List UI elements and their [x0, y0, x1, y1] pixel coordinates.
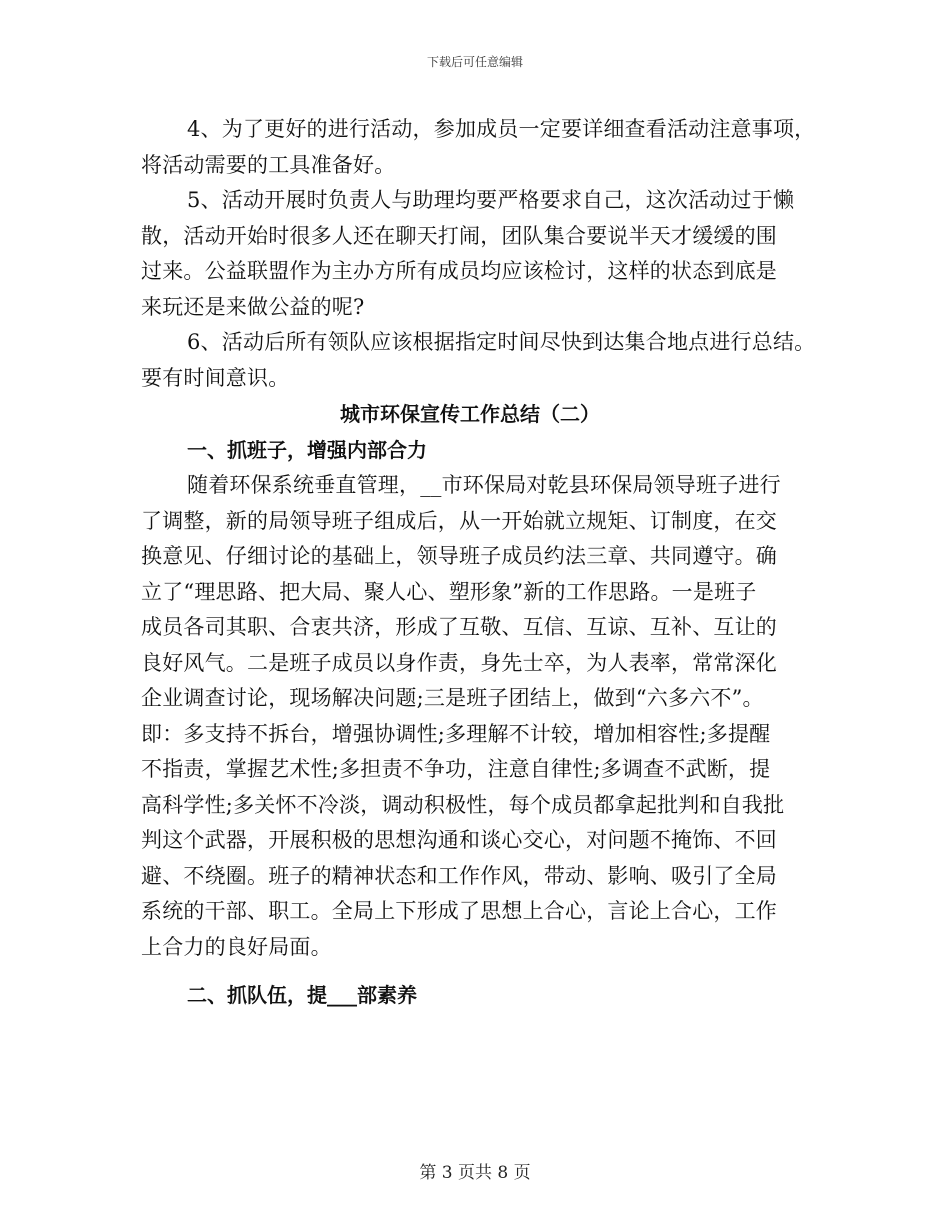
text-line: 避、不绕圈。班子的精神状态和工作作风，带动、影响、吸引了全局 — [141, 863, 777, 888]
section-title: 城市环保宣传工作总结（二） — [340, 402, 600, 426]
paragraph-5 — [141, 183, 811, 325]
text-line: 过来。公益联盟作为主办方所有成员均应该检讨，这样的状态到底是 — [141, 259, 777, 283]
text-line: 6、活动后所有领队应该根据指定时间尽快到达集合地点进行总结。 — [187, 330, 816, 354]
text-line: 立了“理思路、把大局、聚人心、塑形象”新的工作思路。一是班子 — [141, 579, 757, 604]
text-line: 不指责，掌握艺术性;多担责不争功，注意自律性;多调查不武断，提 — [141, 757, 771, 781]
document-body — [141, 112, 816, 1013]
page-footer: 第 3 页共 8 页 — [419, 1163, 531, 1183]
text-line: 即：多支持不拆台，增强协调性;多理解不计较，增加相容性;多提醒 — [141, 721, 771, 746]
text-line: 良好风气。二是班子成员以身作责，身先士卒，为人表率，常常深化 — [141, 650, 777, 675]
text-line: 了调整，新的局领导班子组成后，从一开始就立规矩、订制度，在交 — [141, 508, 777, 533]
paragraph-4 — [141, 112, 816, 183]
body-paragraph — [141, 468, 811, 965]
heading-1: 一、抓班子，增强内部合力 — [187, 438, 427, 462]
paragraph-6 — [141, 325, 816, 396]
text-line: 企业调查讨论，现场解决问题;三是班子团结上，做到“六多六不”。 — [141, 686, 764, 710]
text-line: 5、活动开展时负责人与助理均要严格要求自己，这次活动过于懒 — [187, 188, 795, 212]
header-note: 下载后可任意编辑 — [426, 55, 523, 69]
text-line: 散，活动开始时很多人还在聊天打闹，团队集合要说半天才缓缓的围 — [141, 223, 777, 248]
text-line: 换意见、仔细讨论的基础上，领导班子成员约法三章、共同遵守。确 — [141, 544, 777, 568]
text-line: 上合力的良好局面。 — [141, 934, 332, 959]
text-line: 成员各司其职、合衷共济，形成了互敬、互信、互谅、互补、互让的 — [141, 615, 777, 639]
text-line: 随着环保系统垂直管理，__市环保局对乾县环保局领导班子进行 — [187, 473, 781, 497]
text-line: 来玩还是来做公益的呢? — [141, 294, 365, 319]
heading-2: 二、抓队伍，提___部素养 — [187, 983, 417, 1007]
text-line: 系统的干部、职工。全局上下形成了思想上合心，言论上合心，工作 — [141, 899, 777, 923]
text-line: 将活动需要的工具准备好。 — [141, 152, 396, 177]
text-line: 4、为了更好的进行活动，参加成员一定要详细查看活动注意事项， — [187, 117, 816, 141]
text-line: 要有时间意识。 — [141, 365, 290, 390]
text-line: 判这个武器，开展积极的思想沟通和谈心交心，对问题不掩饰、不回 — [141, 828, 777, 852]
text-line: 高科学性;多关怀不冷淡，调动积极性，每个成员都拿起批判和自我批 — [141, 792, 785, 817]
